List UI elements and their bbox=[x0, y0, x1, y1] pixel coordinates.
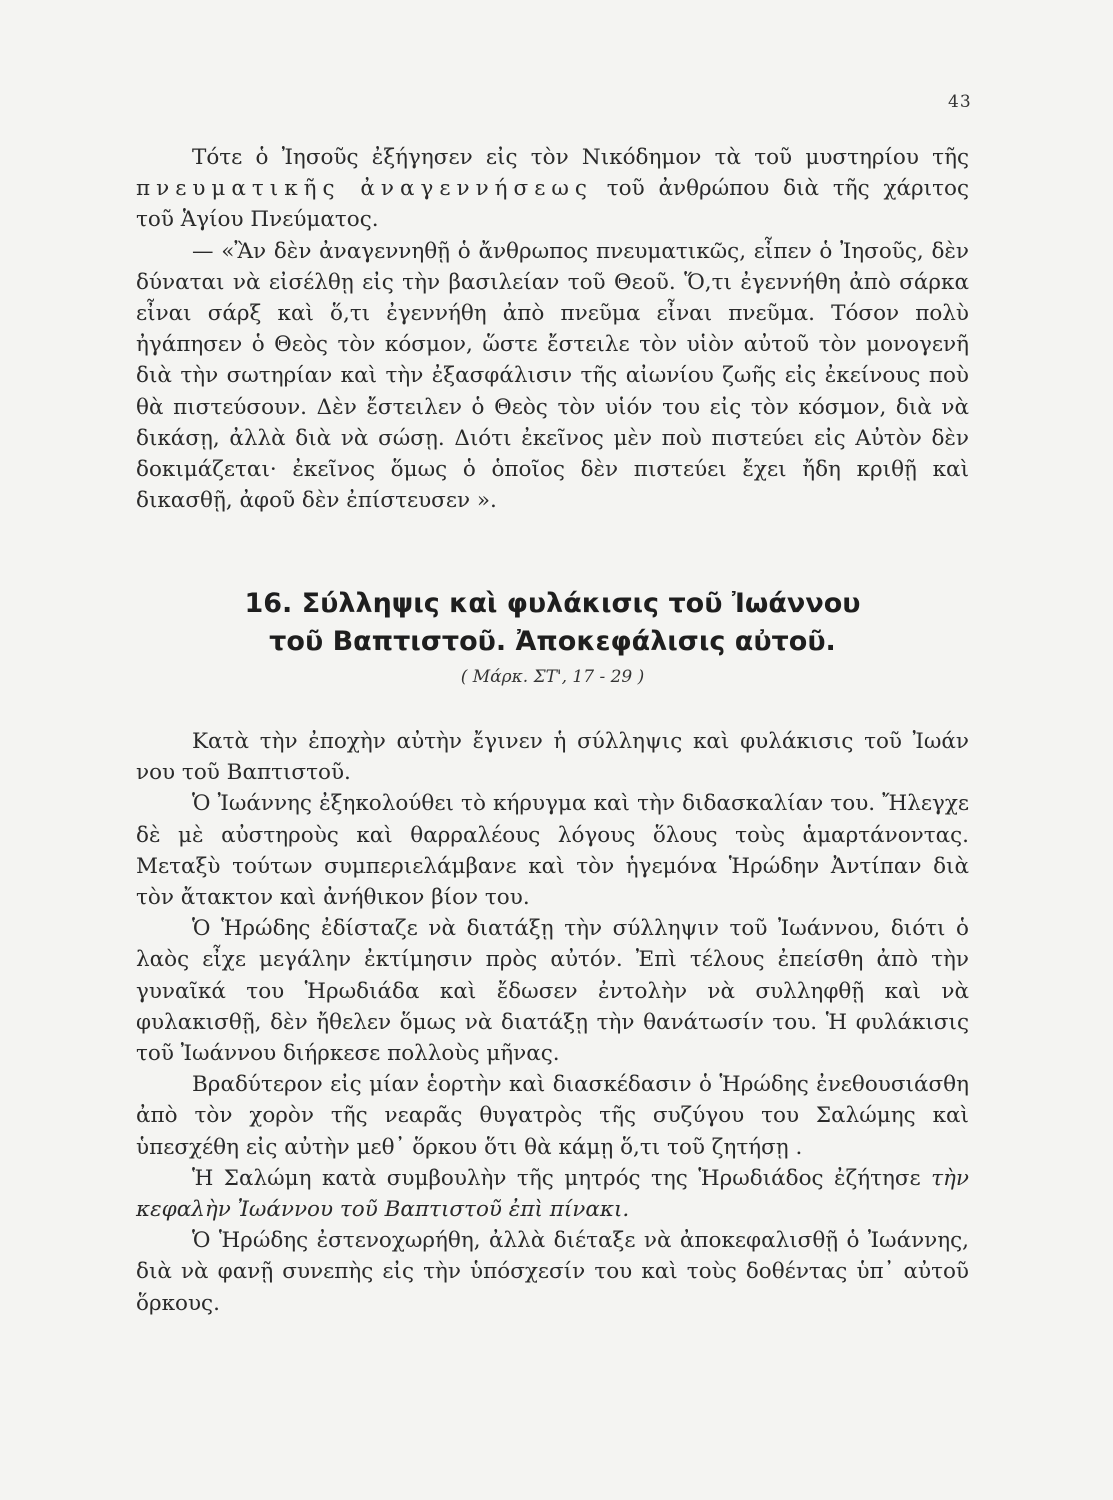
paragraph bbox=[136, 1163, 969, 1225]
heading-line-1: 16. Σύλληψις καὶ φυλάκισις τοῦ Ἰωάννου bbox=[244, 588, 861, 619]
paragraph-rest: τοῦ ἀνθρώπου διὰ τῆς χάριτος τοῦ Ἁγίου Πνεύματος. bbox=[136, 176, 969, 233]
paragraph: Ὁ Ἡρώδης ἐδίσταζε νὰ διατάξῃ τὴν σύλληψιν τοῦ Ἰωάννου, διότι ὁ λαὸς εἶχε μεγάλην ἐκτίμησιν πρὸς αὐτόν. Ἐπὶ τέλους ἐπείσθη ἀπὸ τὴν γυναῖκά του Ἡρωδιάδα καὶ ἔδωσεν ἐντολὴν νὰ συλληφθῇ καὶ νὰ φυλακισθῇ, δὲν ἤθελεν ὅμως νὰ διατάξῃ τὴν θανάτωσίν του. Ἡ φυλάκισις τοῦ Ἰωάννου διήρκεσε πολλοὺς μῆνας. bbox=[136, 916, 969, 1067]
scripture-reference: ( Μάρκ. ΣΤ', 17 - 29 ) bbox=[460, 667, 645, 687]
heading-line-2: τοῦ Βαπτιστοῦ. Ἀποκεφάλισις αὐτοῦ. bbox=[269, 626, 836, 657]
paragraph-intro: Τότε ὁ Ἰησοῦς ἐξήγησεν εἰς τὸν Νικόδημον τὰ τοῦ μυστηρίου τῆς bbox=[192, 145, 969, 170]
section-1-text bbox=[136, 142, 969, 516]
paragraph-intro: Ἡ Σαλώμη κατὰ συμβουλὴν τῆς μητρός της Ἡρωδιάδος ἐζήτησε bbox=[192, 1165, 921, 1191]
italic-quote: τὴν κεφαλὴν Ἰωάννου τοῦ Βαπτιστοῦ ἐπὶ πίνακι. bbox=[136, 1165, 970, 1223]
section-2-text bbox=[136, 726, 969, 1319]
spaced-emphasis: πνευματικῆς ἀναγεννήσεως bbox=[136, 176, 593, 202]
paragraph: Ὁ Ἰωάννης ἐξηκολούθει τὸ κήρυγμα καὶ τὴν διδασκαλίαν του. Ἤλεγχε δὲ μὲ αὐστηροὺς καὶ θαρραλέους λόγους ὅλους τοὺς ἁμαρτάνοντας. Μεταξὺ τούτων συμπεριελάμβανε καὶ τὸν ἡγεμόνα Ἡρώδην Ἀντίπαν διὰ τὸν ἄτακτον καὶ ἀνήθικον βίον του. bbox=[136, 791, 969, 911]
paragraph: — «Ἂν δὲν ἀναγεννηθῇ ὁ ἄνθρωπος πνευματικῶς, εἶπεν ὁ Ἰησοῦς, δὲν δύναται νὰ εἰσέλθῃ εἰς τὴν βασιλείαν τοῦ Θεοῦ. Ὅ,τι ἐγεννήθη ἀπὸ σάρκα εἶναι σάρξ καὶ ὅ,τι ἐγεννήθη ἀπὸ πνεῦμα εἶναι πνεῦμα. Τόσον πολὺ ἠγάπησεν ὁ Θεὸς τὸν κόσμον, ὥστε ἔστειλε τὸν υἱὸν αὐτοῦ τὸν μονογενῆ διὰ τὴν σωτηρίαν καὶ τὴν ἐξασφάλισιν τῆς αἰωνίου ζωῆς εἰς ἐκείνους ποὺ θὰ πιστεύσουν. Δὲν ἔστειλεν ὁ Θεὸς τὸν υἱόν του εἰς τὸν κόσμον, διὰ νὰ δικάσῃ, ἀλλὰ διὰ νὰ σώσῃ. Διότι ἐκεῖνος μὲν ποὺ πιστεύει εἰς Αὐτὸν δὲν δοκιμάζεται· ἐκεῖνος ὅμως ὁ ὁποῖος δὲν πιστεύει ἔχει ἤδη κριθῇ καὶ δικασθῇ, ἀφοῦ δὲν ἐπίστευσεν ». bbox=[136, 238, 969, 514]
paragraph: Κατὰ τὴν ἐποχὴν αὐτὴν ἔγινεν ἡ σύλληψις καὶ φυλάκισις τοῦ Ἰωάν νου τοῦ Βαπτιστοῦ. bbox=[136, 729, 969, 786]
paragraph: Βραδύτερον εἰς μίαν ἑορτὴν καὶ διασκέδασιν ὁ Ἡρώδης ἐνεθουσιάσθη ἀπὸ τὸν χορὸν τῆς νεαρᾶς θυγατρὸς τῆς συζύγου του Σαλώμης καὶ ὑπεσχέθη εἰς αὐτὴν μεθ᾽ ὅρκου ὅτι θὰ κάμῃ ὅ,τι τοῦ ζητήσῃ . bbox=[136, 1072, 969, 1160]
page-number: 43 bbox=[948, 92, 972, 112]
paragraph bbox=[136, 142, 969, 236]
chapter-heading bbox=[136, 585, 969, 691]
paragraph: Ὁ Ἡρώδης ἐστενοχωρήθη, ἀλλὰ διέταξε νὰ ἀποκεφαλισθῇ ὁ Ἰωάννης, διὰ νὰ φανῇ συνεπὴς εἰς τὴν ὑπόσχεσίν του καὶ τοὺς δοθέντας ὑπ᾽ αὐτοῦ ὅρκους. bbox=[136, 1228, 969, 1316]
